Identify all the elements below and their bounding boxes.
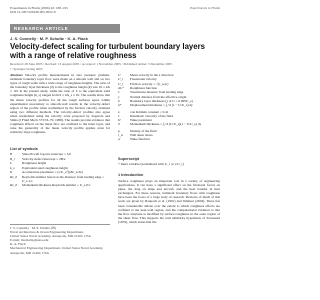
author-affiliations bbox=[10, 224, 110, 255]
corresponding-authors: J. S. Connelly · M. P. Schultz (✉) bbox=[10, 226, 56, 230]
symbol-description: Streamwise distance from leading edge bbox=[130, 90, 184, 95]
abstract bbox=[10, 73, 110, 134]
symbol-description: Roughness function bbox=[130, 85, 158, 90]
journal-citation: Experiments in Fluids (2006) 40: 188–195 bbox=[10, 6, 68, 10]
symbol-row bbox=[10, 183, 110, 187]
symbol: B bbox=[10, 152, 13, 156]
symbol-description: Wake parameter bbox=[130, 118, 153, 123]
symbol-description: von Kármán constant = 0.41 bbox=[130, 109, 169, 114]
symbol-description: Freestream velocity bbox=[130, 77, 157, 82]
affiliation: United States Naval Academy, Annapolis, MD 21402, USA bbox=[10, 234, 91, 239]
symbol-row bbox=[10, 152, 110, 156]
symbol-row bbox=[10, 161, 110, 165]
symbol: δ bbox=[118, 98, 120, 103]
symbol-description: Displacement thickness = ∫₀^δ (1 − U/U_e) dy bbox=[130, 103, 193, 108]
symbol-description: Density of the fluid bbox=[130, 128, 157, 133]
symbol: U bbox=[118, 73, 121, 77]
symbol: ρ bbox=[118, 128, 120, 133]
introduction-text: Surface roughness plays an important role in a variety of engineering applications. It can have a significant effect on the frictional forces on pipes, the drag on ships and aircraft, and the heat transfer in heat exchangers. For these reasons, turbulent boundary flows with roughness have been the focus of a large body of research. Reviews of much of this work are given by Raupach et al. (1991) and Jiménez (2004). There has been considerable debate over the extent to which roughness effects are confined to the near-wall region, and the computational evidence is that the flow structure is modified by surface roughness in the outer region of the shear flow. This supports the wall similarity hypothesis of Townsend (1976), which states that the bbox=[118, 179, 220, 224]
paper-title: Velocity-defect scaling for turbulent boundary layers with a range of relative roughness bbox=[10, 42, 205, 60]
symbol-description: Mean velocity in the x direction bbox=[130, 73, 174, 77]
superscript-heading: Superscript bbox=[118, 157, 140, 161]
author-email: E-mail: mschultz@usna.edu bbox=[10, 238, 49, 243]
symbol-description: Reynolds number based on the distance from leading edge = U_e x/ν bbox=[22, 174, 105, 183]
symbol-description: Wake function bbox=[130, 137, 150, 142]
symbol: w bbox=[118, 137, 121, 142]
symbol-row bbox=[10, 175, 110, 183]
copyright-notice: © Springer-Verlag 2005 bbox=[10, 66, 43, 71]
superscript-definition: + Inner variable (normalized with U_τ or ν/U_τ) bbox=[118, 162, 184, 166]
symbol: Re_θ bbox=[10, 174, 17, 179]
symbol: K bbox=[10, 170, 13, 174]
symbol-description: Normal distance from the effective origin bbox=[130, 94, 187, 99]
symbol: U_τ bbox=[118, 81, 124, 86]
symbol-description: Roughness height bbox=[22, 161, 47, 165]
publication-dates: Received: 28 June 2005 / Revised: 13 August 2005 / Accepted: 1 November 2005 / Published online: 3 December 2005 bbox=[10, 62, 173, 66]
affiliation: Naval Architecture & Ocean Engineering Department, bbox=[10, 230, 84, 235]
abstract-label: Abstract bbox=[10, 73, 23, 77]
symbol-row bbox=[118, 137, 220, 141]
symbol-description: Equivalent sand roughness height bbox=[22, 165, 68, 170]
abstract-text: Velocity profile measurements in zero pressure gradient, turbulent boundary layer flow were made on a smooth wall and on two types of rough walls with a wide range of roughness heights. The ratio of the boundary layer thickness (δ) to the roughness height (k) was 16 ≤ δ/k ≤ 110 in the present study, while the ratio of δ to the equivalent sand roughness height (k_s) ranged from 6 ≤ δ/k_s ≤ 91. The results show that the mean velocity profiles for all the rough surfaces agree within experimental uncertainty to smooth-wall results in the velocity-defect region of the profile when normalized by the friction velocity obtained using two different methods. The velocity-defect profiles also agree when normalized using the velocity scale proposed by Zagarola and Smits (J Fluid Mech 373:33–79, 1998). The results provide evidence that roughness effects on the mean flow are confined to the inner layer, and raise the generality of the mean velocity profile applies even for relatively large roughness. bbox=[10, 73, 111, 135]
journal-name: Experiments in Fluids bbox=[190, 6, 220, 10]
journal-reference bbox=[10, 6, 130, 14]
symbol-description: Momentum thickness = ∫₀^δ (U/U_e)(1 − U/U_e) dy bbox=[130, 122, 202, 127]
symbol-description: Friction velocity = √(τ_w/ρ) bbox=[130, 81, 169, 86]
symbol: x bbox=[118, 90, 120, 95]
symbol: ν bbox=[118, 113, 120, 118]
doi: DOI 10.1007/s00348-005-0052-9 bbox=[10, 10, 56, 15]
symbol: k bbox=[10, 161, 12, 165]
symbol: y bbox=[118, 94, 120, 99]
symbol-description: Velocity-defect intercept = 2B/κ bbox=[22, 156, 66, 161]
affiliation: Mechanical Engineering Department, United States Naval Academy, Annapolis, MD 21402, USA bbox=[10, 246, 104, 255]
symbol: k_s bbox=[10, 165, 15, 170]
symbol: B_r bbox=[10, 156, 16, 161]
symbol-row bbox=[10, 170, 110, 174]
symbol-row bbox=[118, 122, 220, 126]
symbol: Re_θ bbox=[10, 182, 17, 187]
symbol: Π bbox=[118, 118, 121, 123]
symbol: U_τ bbox=[118, 77, 124, 82]
symbol-row bbox=[118, 103, 220, 107]
symbol-description: Kinematic viscosity of the fluid bbox=[130, 113, 173, 118]
section-heading: 1 Introduction bbox=[118, 173, 144, 177]
symbol: κ bbox=[118, 109, 120, 114]
second-author: K. A. Flack bbox=[10, 242, 26, 247]
symbol-description: Smooth wall log-law intercept = 5.0 bbox=[22, 152, 71, 156]
symbol: ΔU⁺ bbox=[118, 85, 125, 90]
symbols-heading: List of symbols bbox=[10, 147, 38, 151]
author-list: J. S. Connelly · M. P. Schultz · K. A. Flack bbox=[10, 36, 88, 41]
symbol-description: Wall shear stress bbox=[130, 133, 153, 138]
symbol: τ_w bbox=[118, 133, 124, 138]
symbol-description: Boundary layer thickness (y at U = 0.995U_e) bbox=[130, 98, 193, 103]
symbol: δ* bbox=[118, 103, 122, 108]
article-type-banner: RESEARCH ARTICLE bbox=[10, 24, 120, 33]
symbol-description: Momentum thickness Reynolds number = U_e θ/ν bbox=[22, 182, 91, 187]
symbol-description: Acceleration parameter = (ν/U_e²)(dU_e/dx) bbox=[22, 170, 83, 174]
symbol-row bbox=[10, 157, 110, 161]
symbol-row bbox=[10, 166, 110, 170]
symbol: θ bbox=[118, 122, 120, 127]
